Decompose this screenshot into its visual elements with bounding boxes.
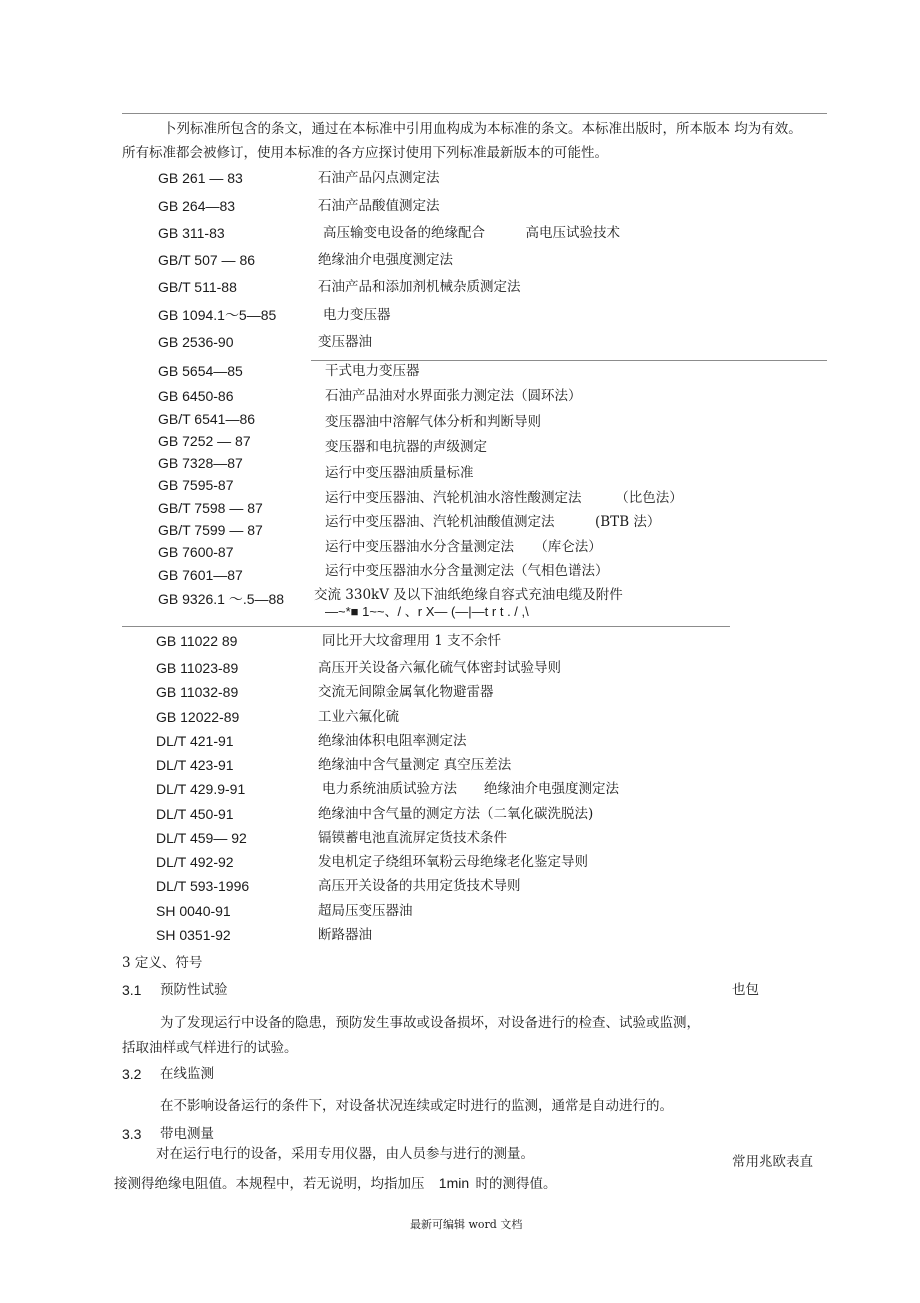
standard-title: 绝缘油体积电阻率测定法 (318, 733, 467, 749)
standard-code: GB 7595-87 (158, 477, 234, 493)
standard-title: 发电机定子绕组环氧粉云母绝缘老化鉴定导则 (318, 854, 588, 870)
subsection-title: 在线监测 (160, 1066, 214, 1082)
standard-title: 高压开关设备的共用定货技术导则 (318, 878, 521, 894)
standard-title: 交流无间隙金属氧化物避雷器 (318, 684, 494, 700)
paragraph-line (114, 1175, 556, 1192)
side-note: 也包 (732, 982, 759, 998)
standard-code: DL/T 492-92 (156, 854, 234, 870)
standard-code: GB 6450-86 (158, 388, 234, 404)
standard-title: 石油产品酸值测定法 (318, 198, 440, 214)
standard-title: 超局压变压器油 (318, 903, 413, 919)
standard-code: GB 9326.1 ～.5—88 (158, 591, 285, 607)
standard-title: 变压器油 (318, 334, 372, 350)
text-span: 接测得绝缘电阻值。本规程中，若无说明，均指加压 (114, 1176, 425, 1192)
standard-code: GB/T 507 — 86 (158, 252, 256, 268)
standard-title: 电力变压器 (323, 307, 391, 323)
subsection-number: 3.3 (122, 1126, 142, 1142)
standard-title: 运行中变压器油、汽轮机油酸值测定法 (BTB 法） (325, 514, 661, 530)
standard-title: 运行中变压器油水分含量测定法（气相色谱法） (325, 563, 609, 579)
standard-title: 运行中变压器油水分含量测定法 （库仑法） (325, 539, 602, 555)
standard-code: DL/T 459— 92 (156, 830, 247, 846)
standard-code: GB 7601—87 (158, 567, 243, 583)
standard-title: 镉镆蓄电池直流屏定货技术条件 (318, 830, 507, 846)
standard-code: GB 12022-89 (156, 709, 240, 725)
standard-title: 运行中变压器油、汽轮机油水溶性酸测定法 （比色法） (325, 490, 683, 506)
section-heading: 3 定义、符号 (122, 955, 203, 971)
standard-code: GB/T 7599 — 87 (158, 522, 263, 538)
standard-title: 交流 330kV 及以下油纸绝缘自容式充油电缆及附件 (314, 587, 623, 603)
standard-code: SH 0040-91 (156, 903, 231, 919)
standard-title: 干式电力变压器 (325, 363, 420, 379)
standard-code: GB 5654—85 (158, 363, 243, 379)
standard-code: GB 264—83 (158, 198, 236, 214)
subsection-number: 3.1 (122, 982, 142, 998)
paragraph-line: 在不影响设备运行的条件下，对设备状况连续或定时进行的监测，通常是自动进行的。 (160, 1098, 673, 1114)
standard-code: GB/T 6541—86 (158, 411, 256, 427)
standard-title: 运行中变压器油质量标准 (325, 465, 474, 481)
standard-code: GB/T 7598 — 87 (158, 500, 263, 516)
standard-title: 石油产品油对水界面张力测定法（圆环法） (325, 388, 582, 404)
intro-line-2: 所有标准都会被修订，使用本标准的各方应探讨使用下列标准最新版本的可能性。 (122, 145, 608, 161)
text-span: 1min (438, 1175, 470, 1191)
standard-code: GB/T 511-88 (158, 279, 237, 295)
section-rule (311, 360, 827, 361)
standard-title: 高压开关设备六氟化硫气体密封试验导则 (318, 660, 561, 676)
standard-code: GB 2536-90 (158, 334, 234, 350)
standard-code: DL/T 593-1996 (156, 878, 250, 894)
standard-code: GB 311-83 (158, 225, 225, 241)
standard-title: 变压器油中溶解气体分析和判断导则 (325, 414, 541, 430)
intro-line-1: 卜列标准所包含的条文，通过在本标准中引用血构成为本标准的条文。本标准出版时，所本版本 均为有效。 (163, 121, 802, 137)
paragraph-line: 括取油样或气样进行的试验。 (122, 1040, 298, 1056)
page-footer: 最新可编辑 word 文档 (410, 1218, 523, 1231)
text-span: 时的测得值。 (475, 1176, 557, 1192)
standard-code: DL/T 423-91 (156, 757, 234, 773)
standard-code: GB 11032-89 (156, 684, 239, 700)
paragraph-line: 为了发现运行中设备的隐患，预防发生事故或设备损坏，对设备进行的检查、试验或监测， (160, 1015, 700, 1031)
standard-title: 工业六氟化硫 (318, 709, 399, 725)
standard-title: 同比开大坟畲理用 1 支不余忏 (322, 633, 502, 649)
paragraph-line: 对在运行电行的设备，采用专用仪器，由人员参与进行的测量。 (156, 1146, 534, 1162)
standard-code: DL/T 450-91 (156, 806, 234, 822)
standard-title: 断路器油 (318, 927, 372, 943)
garbled-line: —~*■ 1~~、/ 、r X— (—|—t r t . / ,\ (325, 604, 529, 619)
standard-code: GB 11022 89 (156, 633, 238, 649)
standard-code: GB 7328—87 (158, 455, 243, 471)
standard-title: 绝缘油中含气量测定 真空压差法 (318, 757, 512, 773)
standard-title: 石油产品和添加剂机械杂质测定法 (318, 279, 521, 295)
standard-title: 石油产品闪点测定法 (318, 170, 440, 186)
standard-title: 绝缘油中含气量的测定方法（二氧化碳洗脱法) (318, 806, 594, 822)
standard-code: GB 11023-89 (156, 660, 239, 676)
standard-title: 变压器和电抗器的声级测定 (325, 439, 487, 455)
standard-title: 电力系统油质试验方法 绝缘油介电强度测定法 (322, 781, 619, 797)
section-rule (122, 626, 730, 627)
subsection-title: 预防性试验 (160, 982, 228, 998)
standard-code: DL/T 429.9-91 (156, 781, 246, 797)
standard-code: DL/T 421-91 (156, 733, 234, 749)
standard-code: SH 0351-92 (156, 927, 231, 943)
header-rule (122, 113, 827, 114)
subsection-number: 3.2 (122, 1066, 142, 1082)
side-note: 常用兆欧表直 (732, 1154, 813, 1170)
standard-code: GB 1094.1～5—85 (158, 307, 277, 323)
standard-title: 绝缘油介电强度测定法 (318, 252, 453, 268)
standard-code: GB 7252 — 87 (158, 433, 251, 449)
standard-code: GB 7600-87 (158, 544, 234, 560)
subsection-title: 带电测量 (160, 1126, 214, 1142)
standard-title: 高压输变电设备的绝缘配合 高电压试验技术 (323, 225, 620, 241)
standard-code: GB 261 — 83 (158, 170, 243, 186)
